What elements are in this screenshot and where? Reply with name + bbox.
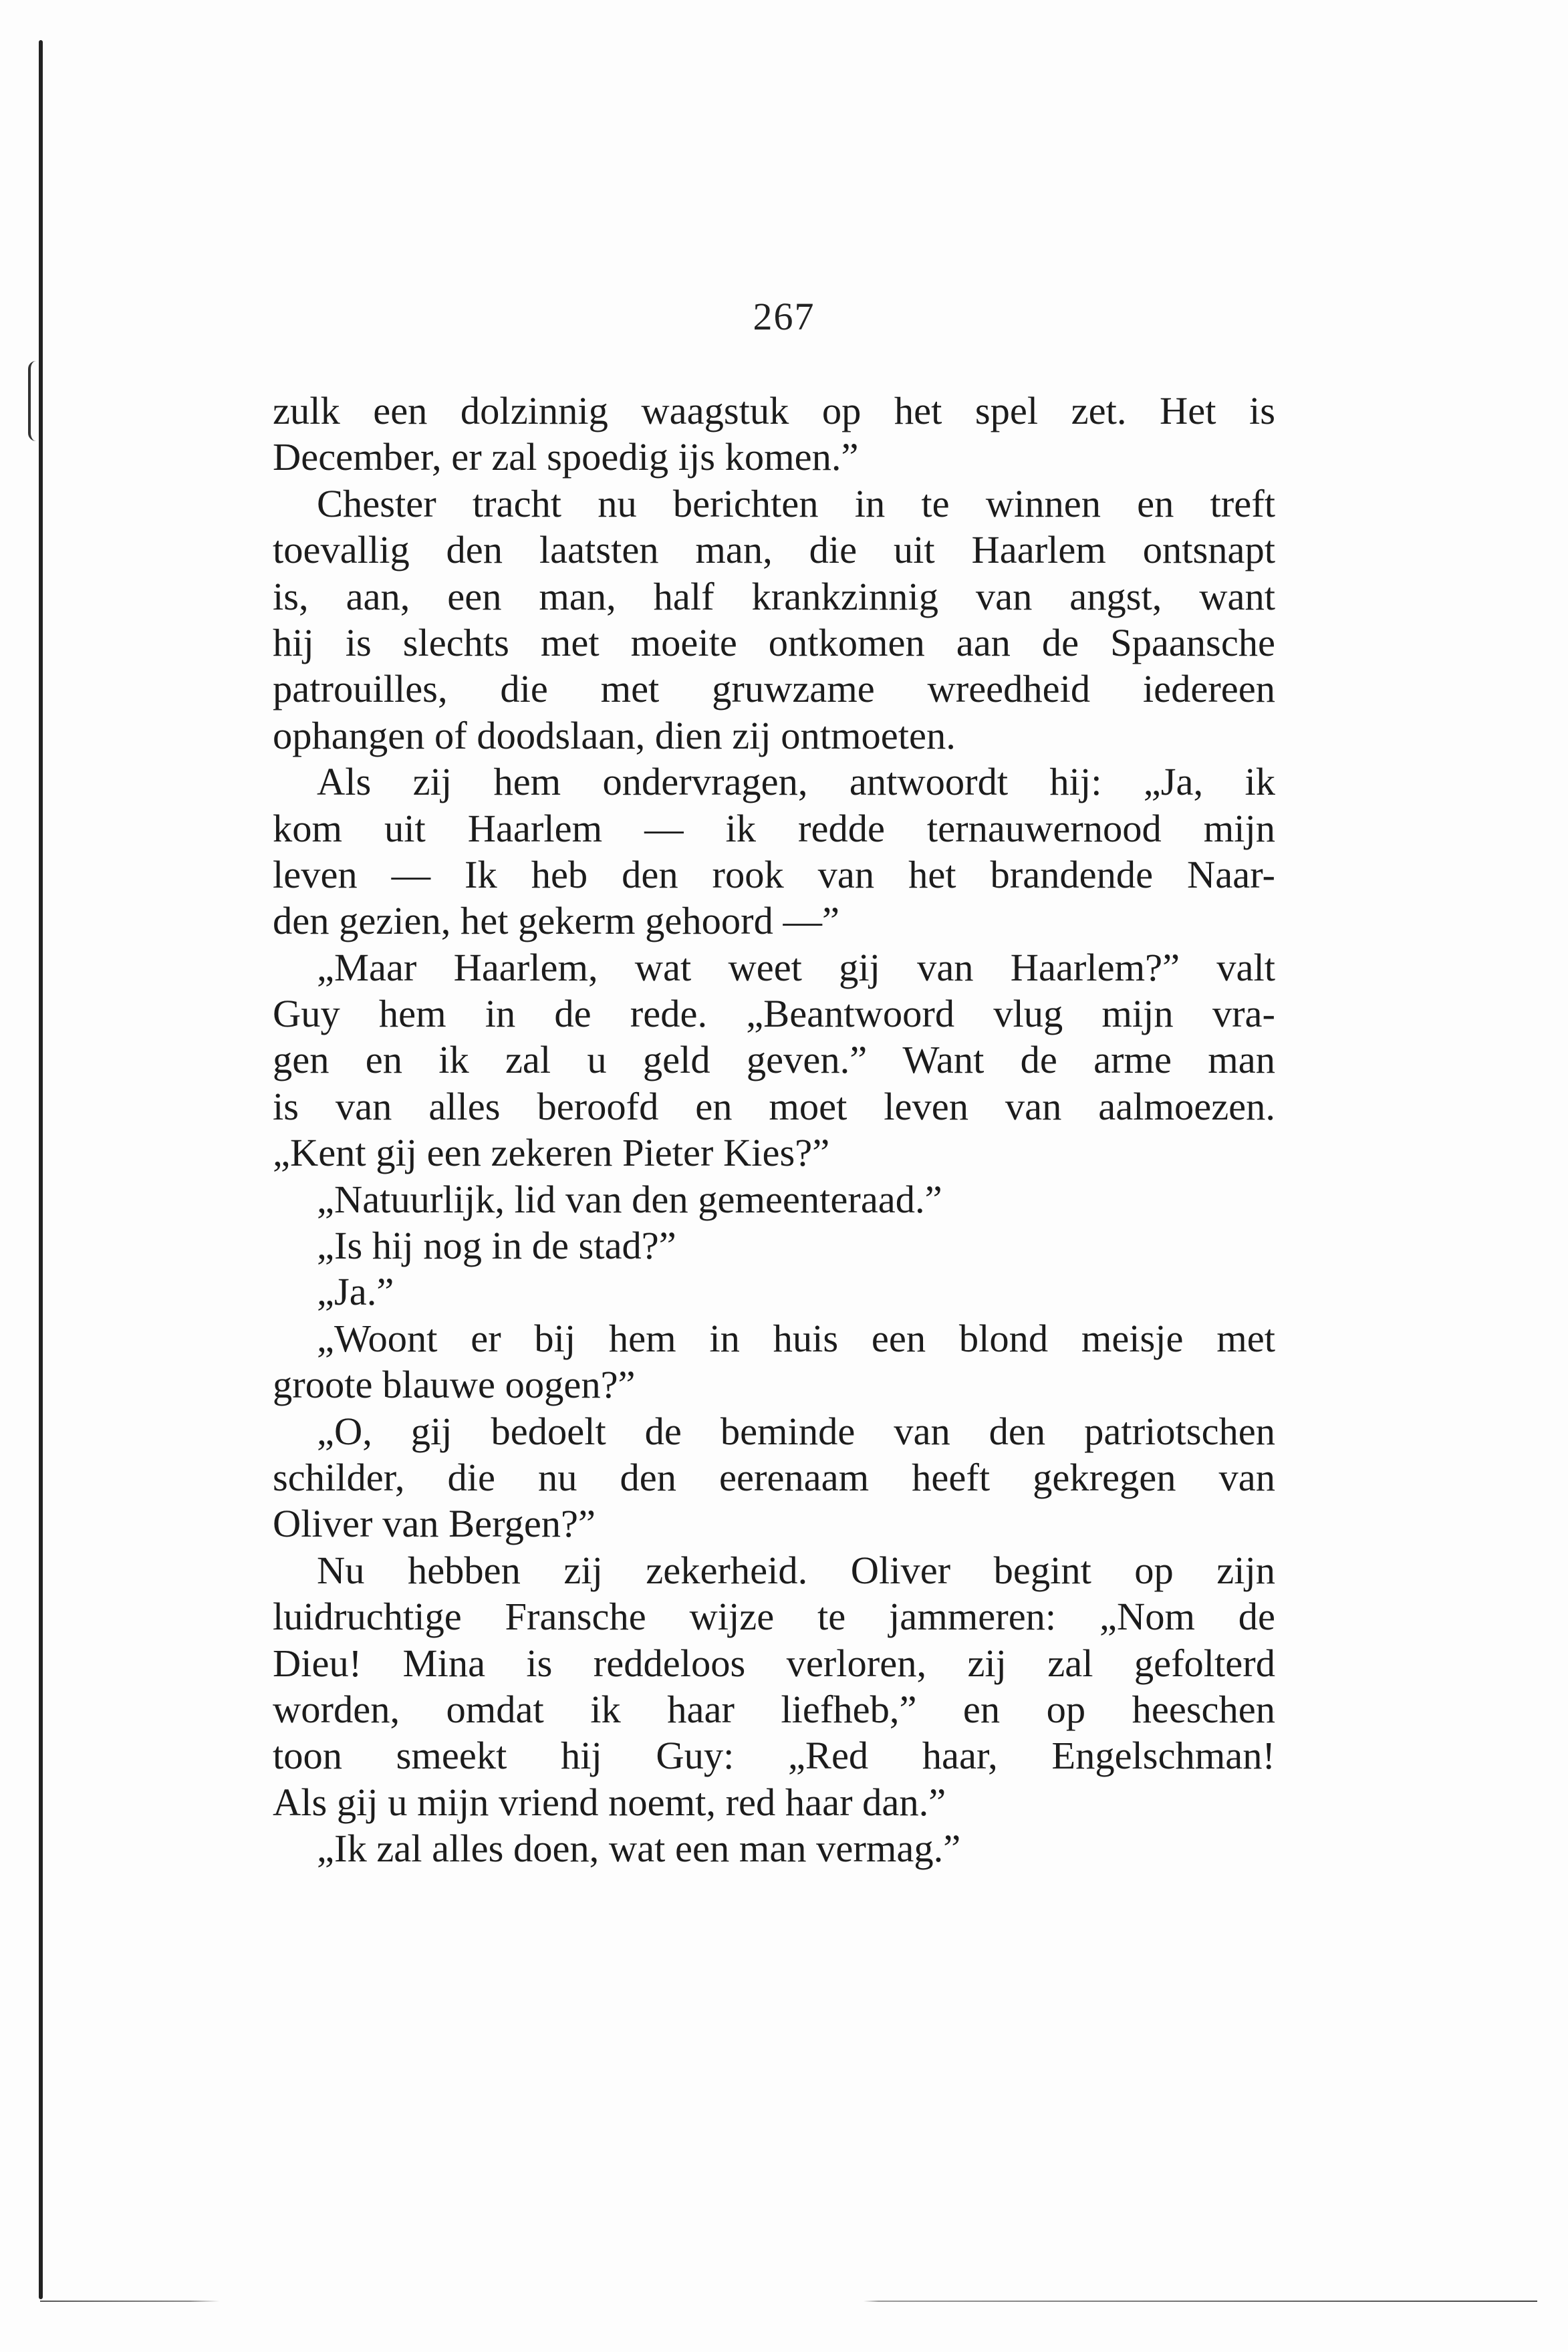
body-text [273,388,1275,1872]
text-line: „Maar Haarlem, wat weet gij van Haarlem?” valt [317,945,1275,989]
text-line: kom uit Haarlem — ik redde ternauwernood mijn [273,806,1275,850]
text-line: toon smeekt hij Guy: „Red haar, Engelschman! [273,1734,1275,1778]
text-line: Guy hem in de rede. „Beantwoord vlug mijn vra- [273,992,1275,1036]
text-line: groote blauwe oogen?” [273,1363,636,1407]
text-line: „Ja.” [317,1270,394,1314]
text-line: „Woont er bij hem in huis een blond meisje met [317,1316,1275,1360]
text-line: worden, omdat ik haar liefheb,” en op heeschen [273,1687,1275,1731]
text-line: „Kent gij een zekeren Pieter Kies?” [273,1131,830,1175]
text-line: is van alles beroofd en moet leven van aalmoezen. [273,1084,1275,1128]
text-line: „O, gij bedoelt de beminde van den patriotschen [317,1409,1275,1453]
text-line: leven — Ik heb den rook van het brandende Naar- [273,852,1275,896]
text-line: Nu hebben zij zekerheid. Oliver begint op zijn [317,1548,1275,1592]
binding-mark [28,361,45,441]
text-line: Dieu! Mina is reddeloos verloren, zij zal gefolterd [273,1641,1275,1685]
text-line: is, aan, een man, half krankzinnig van angst, want [273,574,1275,618]
text-line: Als zij hem ondervragen, antwoordt hij: „Ja, ik [317,760,1275,804]
text-line: Oliver van Bergen?” [273,1502,596,1546]
text-line: hij is slechts met moeite ontkomen aan de Spaansche [273,620,1275,664]
text-line: schilder, die nu den eerenaam heeft gekregen van [273,1455,1275,1499]
text-line: „Ik zal alles doen, wat een man vermag.” [317,1827,961,1871]
text-line: luidruchtige Fransche wijze te jammeren: „Nom de [273,1595,1275,1639]
text-line: gen en ik zal u geld geven.” Want de arme man [273,1038,1275,1082]
text-line: ophangen of doodslaan, dien zij ontmoeten. [273,713,956,757]
bottom-edge-rule [40,2301,1537,2302]
text-line: zulk een dolzinnig waagstuk op het spel zet. Het is [273,389,1275,432]
text-line: December, er zal spoedig ijs komen.” [273,435,859,479]
text-line: Chester tracht nu berichten in te winnen en treft [317,481,1275,525]
text-line: patrouilles, die met gruwzame wreedheid iedereen [273,667,1275,711]
text-line: den gezien, het gekerm gehoord —” [273,899,839,943]
text-line: „Is hij nog in de stad?” [317,1224,676,1268]
text-line: toevallig den laatsten man, die uit Haarlem ontsnapt [273,528,1275,572]
page-number: 267 [753,295,815,338]
text-line: „Natuurlijk, lid van den gemeenteraad.” [317,1177,942,1221]
text-line: Als gij u mijn vriend noemt, red haar dan.” [273,1780,946,1824]
